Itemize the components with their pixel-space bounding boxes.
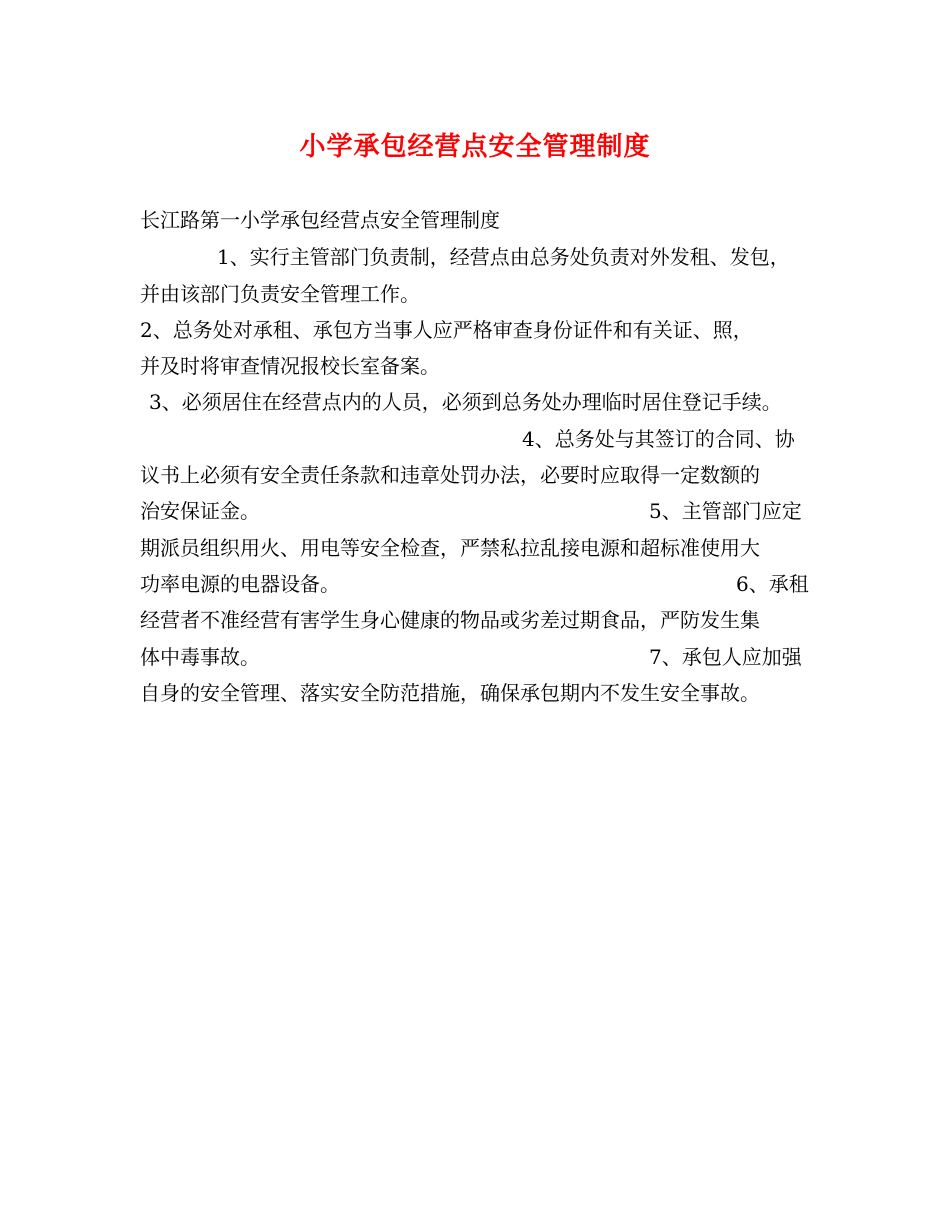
body-line-12b: 7、承包人应加强 (649, 645, 802, 669)
document-subtitle-line: 长江路第一小学承包经营点安全管理制度 (140, 208, 500, 232)
body-line-13: 自身的安全管理、落实安全防范措施，确保承包期内不发生安全事故。 (140, 681, 760, 705)
body-line-3: 2、总务处对承租、承包方当事人应严格审查身份证件和有关证、照， (140, 318, 753, 342)
body-line-11: 经营者不准经营有害学生身心健康的物品或劣差过期食品，严防发生集 (140, 608, 760, 632)
body-line-5: 3、必须居住在经营点内的人员，必须到总务处办理临时居住登记手续。 (149, 390, 782, 414)
body-line-12a: 体中毒事故。 (140, 645, 260, 669)
body-line-10a: 功率电源的电器设备。 (140, 572, 340, 596)
body-line-6: 4、总务处与其签订的合同、协 (522, 427, 795, 451)
body-line-8b: 5、主管部门应定 (649, 499, 802, 523)
body-line-8a: 治安保证金。 (140, 499, 260, 523)
body-line-4: 并及时将审查情况报校长室备案。 (140, 354, 440, 378)
body-line-1: 1、实行主管部门负责制，经营点由总务处负责对外发租、发包， (217, 245, 790, 269)
body-line-7: 议书上必须有安全责任条款和违章处罚办法，必要时应取得一定数额的 (140, 463, 760, 487)
body-line-9: 期派员组织用火、用电等安全检查，严禁私拉乱接电源和超标准使用大 (140, 536, 760, 560)
body-line-10b: 6、承租 (736, 572, 809, 596)
document-title: 小学承包经营点安全管理制度 (299, 132, 651, 162)
body-line-2: 并由该部门负责安全管理工作。 (140, 282, 420, 306)
